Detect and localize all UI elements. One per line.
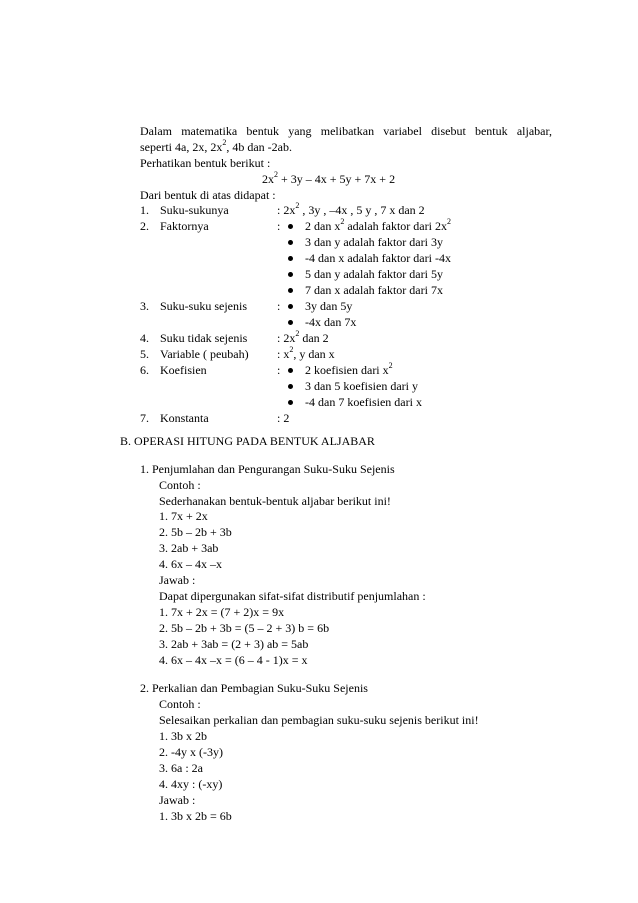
item-number: 2.: [140, 219, 149, 233]
problem-item: 2. -4y x (-3y): [159, 745, 223, 759]
item-number: 4.: [140, 331, 149, 345]
bullet-icon: [288, 304, 293, 309]
bullet-icon: [288, 256, 293, 261]
item-value: : $2x^2$ , 3y , –4x , 5 y , 7 x dan 2: [277, 201, 425, 217]
bullet-icon: [288, 224, 293, 229]
bullet-icon: [288, 288, 293, 293]
item-label: Variable ( peubah): [160, 347, 249, 361]
problem-item: 1. 7x + 2x: [159, 509, 208, 523]
item-colon: :: [277, 363, 281, 377]
contoh-label: Contoh :: [159, 697, 201, 711]
contoh-label: Contoh :: [159, 478, 201, 492]
bullet-icon: [288, 272, 293, 277]
example-expression: $2x^2 + 3y - 4x + 5y + 7x + 2$: [262, 170, 396, 186]
subsection-title: 2. Perkalian dan Pembagian Suku-Suku Sejenis: [140, 681, 368, 695]
bullet-icon: [288, 400, 293, 405]
instruction-text: Selesaikan perkalian dan pembagian suku-suku sejenis berikut ini!: [159, 713, 479, 727]
item-value: : $x^2$, y dan x: [277, 345, 335, 361]
problem-item: 2. 5b – 2b + 3b: [159, 525, 232, 539]
item-value: : 2: [277, 411, 290, 425]
intro-line-1: Dalam matematika bentuk yang melibatkan variabel disebut bentuk aljabar,: [140, 124, 552, 138]
item-label: Suku-suku sejenis: [160, 299, 247, 313]
bullet-icon: [288, 368, 293, 373]
intro-conclusion: Dari bentuk di atas didapat :: [140, 188, 276, 202]
item-label: Faktornya: [160, 219, 209, 233]
problem-item: 1. 3b x 2b: [159, 729, 207, 743]
problem-item: 3. 2ab + 3ab: [159, 541, 219, 555]
item-number: 5.: [140, 347, 149, 361]
intro-line-2: seperti 4a, 2x, $2x^2$, 4b dan -2ab.: [140, 138, 292, 154]
bullet-text: 3 dan y adalah faktor dari 3y: [305, 235, 443, 249]
problem-item: 4. 6x – 4x –x: [159, 557, 222, 571]
item-number: 7.: [140, 411, 149, 425]
item-number: 3.: [140, 299, 149, 313]
item-label: Koefisien: [160, 363, 207, 377]
item-label: Suku tidak sejenis: [160, 331, 248, 345]
item-number: 1.: [140, 203, 149, 217]
answer-item: 1. 7x + 2x = (7 + 2)x = 9x: [159, 605, 285, 619]
bullet-text: 7 dan x adalah faktor dari 7x: [305, 283, 443, 297]
note-text: Dapat dipergunakan sifat-sifat distributif penjumlahan :: [159, 589, 426, 603]
bullet-text: -4 dan 7 koefisien dari x: [305, 395, 422, 409]
intro-instruction: Perhatikan bentuk berikut :: [140, 156, 271, 170]
subsection-title: 1. Penjumlahan dan Pengurangan Suku-Suku Sejenis: [140, 462, 395, 476]
section-heading: B. OPERASI HITUNG PADA BENTUK ALJABAR: [120, 434, 375, 448]
item-label: Konstanta: [160, 411, 209, 425]
bullet-text: 3 dan 5 koefisien dari y: [305, 379, 418, 393]
bullet-text: -4 dan x adalah faktor dari -4x: [305, 251, 451, 265]
problem-item: 4. 4xy : (-xy): [159, 777, 223, 791]
item-number: 6.: [140, 363, 149, 377]
bullet-text: 5 dan y adalah faktor dari 5y: [305, 267, 443, 281]
problem-item: 3. 6a : 2a: [159, 761, 203, 775]
bullet-icon: [288, 320, 293, 325]
item-colon: :: [277, 299, 281, 313]
bullet-text: 3y dan 5y: [305, 299, 353, 313]
bullet-text: 2 koefisien dari $x^2$: [305, 361, 393, 377]
bullet-text: -4x dan 7x: [305, 315, 357, 329]
jawab-label: Jawab :: [159, 573, 196, 587]
bullet-icon: [288, 384, 293, 389]
instruction-text: Sederhanakan bentuk-bentuk aljabar berikut ini!: [159, 494, 391, 508]
bullet-icon: [288, 240, 293, 245]
item-colon: :: [277, 219, 281, 233]
item-value: : $2x^2$ dan 2: [277, 329, 329, 345]
item-label: Suku-sukunya: [160, 203, 229, 217]
answer-item: 3. 2ab + 3ab = (2 + 3) ab = 5ab: [159, 637, 309, 651]
answer-item: 4. 6x – 4x –x = (6 – 4 - 1)x = x: [159, 653, 308, 667]
jawab-label: Jawab :: [159, 793, 196, 807]
answer-item: 2. 5b – 2b + 3b = (5 – 2 + 3) b = 6b: [159, 621, 330, 635]
answer-item: 1. 3b x 2b = 6b: [159, 809, 232, 823]
bullet-text: 2 dan $x^2$ adalah faktor dari $2x^2$: [305, 217, 451, 233]
